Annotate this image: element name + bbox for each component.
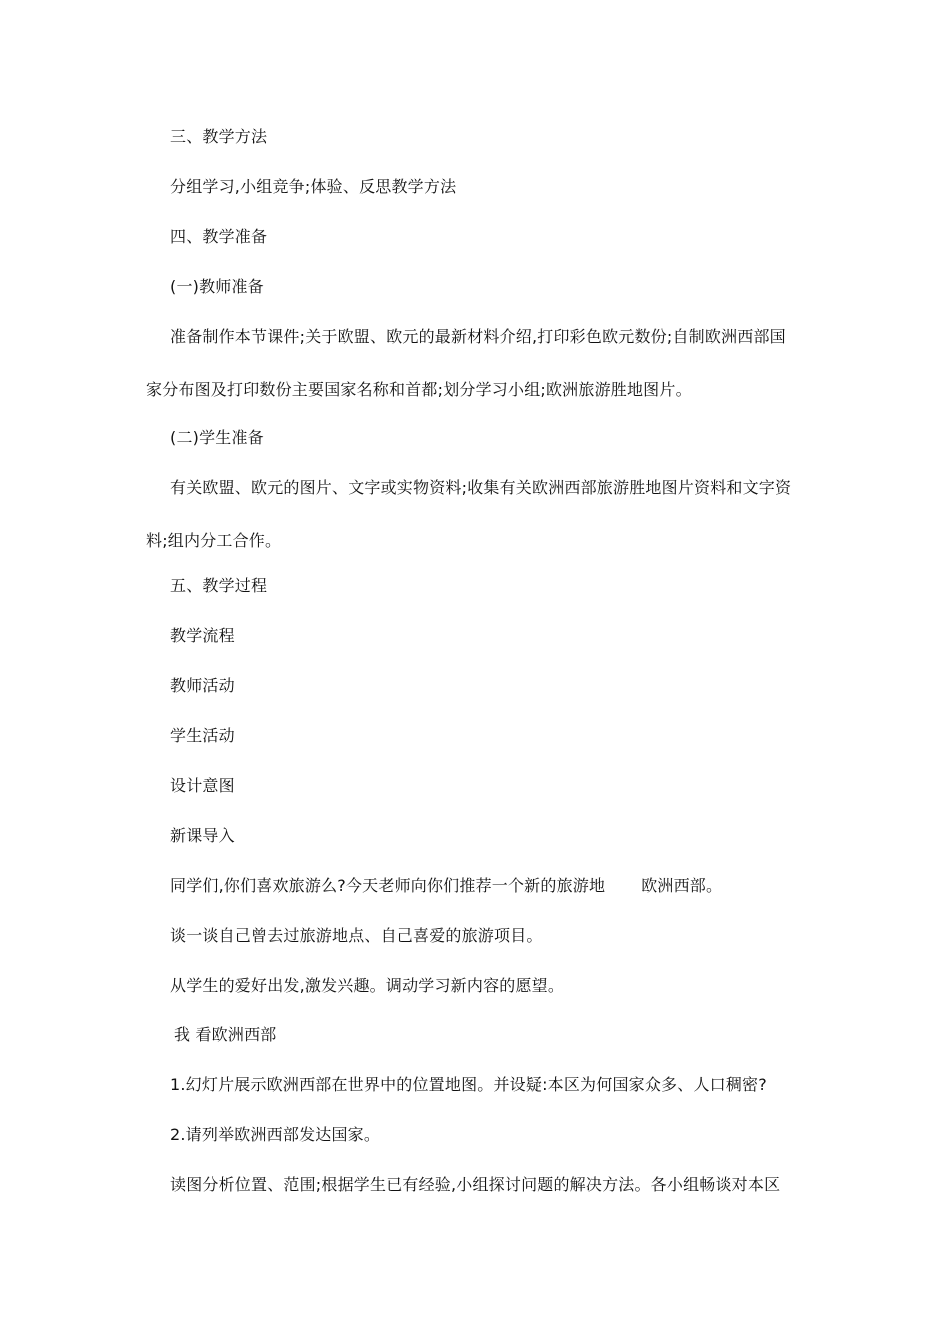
teacher-question-text: 同学们,你们喜欢旅游么?今天老师向你们推荐一个新的旅游地 [170, 876, 606, 895]
heading-teaching-methods: 三、教学方法 [170, 127, 268, 146]
paragraph-teacher-question [170, 876, 722, 896]
list-item-1: 1.幻灯片展示欧洲西部在世界中的位置地图。并设疑:本区为何国家众多、人口稠密? [170, 1075, 767, 1094]
subheading-student-preparation: (二)学生准备 [170, 428, 264, 447]
list-item-2: 2.请列举欧洲西部发达国家。 [170, 1125, 381, 1144]
heading-teaching-process: 五、教学过程 [170, 576, 268, 595]
paragraph-student-preparation-line-2: 料;组内分工合作。 [146, 531, 282, 550]
paragraph-student-discussion: 谈一谈自己曾去过旅游地点、自己喜爱的旅游项目。 [170, 926, 543, 945]
teacher-question-destination: 欧洲西部。 [641, 876, 723, 895]
table-cell-new-lesson-intro: 新课导入 [170, 826, 235, 845]
table-cell-teaching-flow: 教学流程 [170, 626, 235, 645]
subheading-teacher-preparation: (一)教师准备 [170, 277, 264, 296]
paragraph-teacher-preparation-line-2: 家分布图及打印数份主要国家名称和首都;划分学习小组;欧洲旅游胜地图片。 [146, 380, 692, 399]
table-cell-student-activity: 学生活动 [170, 726, 235, 745]
table-cell-teacher-activity: 教师活动 [170, 676, 235, 695]
heading-teaching-preparation: 四、教学准备 [170, 227, 268, 246]
table-cell-design-intent: 设计意图 [170, 776, 235, 795]
paragraph-methods: 分组学习,小组竞争;体验、反思教学方法 [170, 177, 457, 196]
paragraph-teacher-preparation-line-1: 准备制作本节课件;关于欧盟、欧元的最新材料介绍,打印彩色欧元数份;自制欧洲西部国 [170, 327, 786, 346]
paragraph-design-intent: 从学生的爱好出发,激发兴趣。调动学习新内容的愿望。 [170, 976, 565, 995]
paragraph-map-analysis: 读图分析位置、范围;根据学生已有经验,小组探讨问题的解决方法。各小组畅谈对本区 [170, 1175, 781, 1194]
paragraph-student-preparation-line-1: 有关欧盟、欧元的图片、文字或实物资料;收集有关欧洲西部旅游胜地图片资料和文字资 [170, 478, 792, 497]
section-title-look-western-europe: 我 看欧洲西部 [174, 1025, 277, 1044]
